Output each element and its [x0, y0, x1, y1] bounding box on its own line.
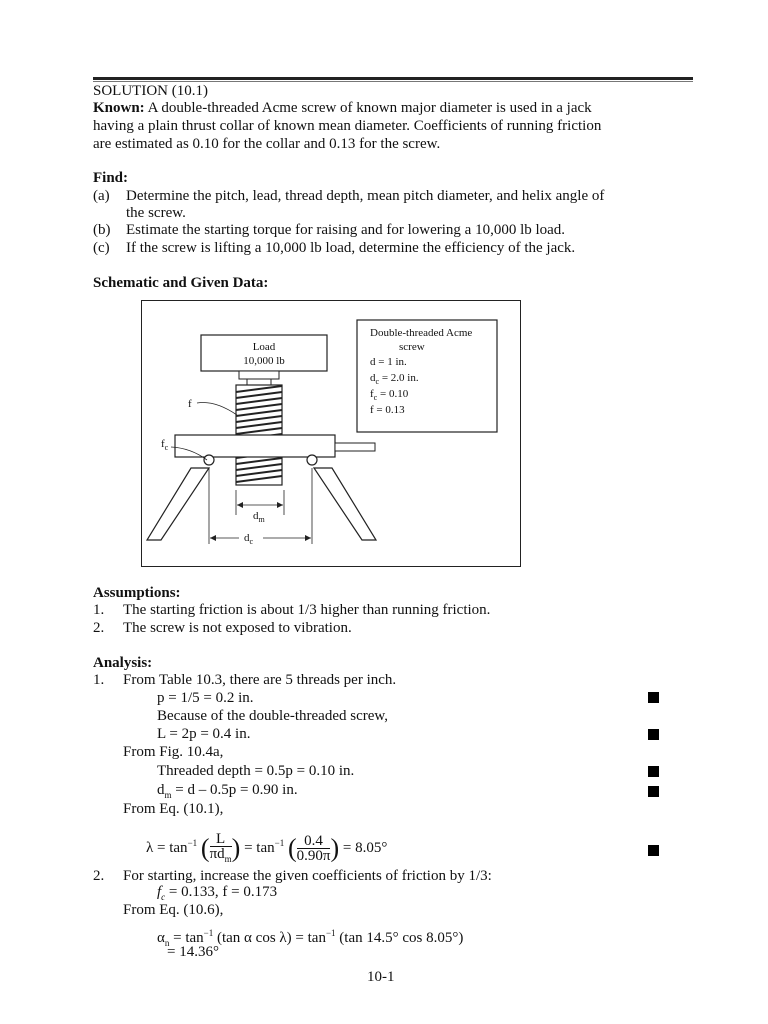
- given-fc-sub: c: [373, 393, 378, 402]
- dm-rest: = d – 0.5p = 0.90 in.: [171, 782, 298, 798]
- numeric-fraction: [297, 834, 331, 863]
- find-a-text-1: Determine the pitch, lead, thread depth, mean pitch diameter, and helix angle of: [126, 188, 605, 204]
- left-leg: [147, 468, 209, 540]
- frac1-num: L: [210, 832, 232, 847]
- given-f: f = 0.13: [370, 404, 405, 416]
- right-pivot: [307, 455, 317, 465]
- f-leader: [197, 403, 237, 416]
- load-label: Load: [252, 341, 276, 353]
- label-fc-sub: c: [164, 443, 169, 452]
- label-fc-sym: f: [161, 438, 165, 450]
- alpha-rest-1: = tan: [169, 930, 204, 946]
- handle-bar: [335, 443, 375, 451]
- given-fc-sym: f: [370, 388, 374, 400]
- right-leg: [314, 468, 376, 540]
- lambda-equation: $\lambda = \tan^{-1}$ ( $\frac{L}{\pi d_m}$ ) = $\tan^{-1}$ ( $\frac{0.4}{0.90\pi}$ ) = 8.05°: [146, 830, 388, 865]
- pitch-equation: p = 1/5 = 0.2 in.: [157, 690, 254, 706]
- collar-plate: [175, 435, 335, 457]
- result-marker: [648, 729, 659, 740]
- result-marker: [648, 692, 659, 703]
- label-dc-sub: c: [249, 537, 254, 546]
- known-line-3: are estimated as 0.10 for the collar and 0.13 for the screw.: [93, 136, 441, 152]
- label-dm-sym: d: [253, 510, 259, 522]
- given-fc-val: = 0.10: [377, 388, 409, 400]
- header-rule: [93, 77, 693, 80]
- assumption-1-number: 1.: [93, 602, 105, 618]
- fig-reference: From Fig. 10.4a,: [123, 744, 224, 760]
- result-marker: [648, 786, 659, 797]
- lead-over-pi-dm: [210, 832, 232, 866]
- alpha-rest-2: (tan α cos λ) = tan: [213, 930, 326, 946]
- given-d: d = 1 in.: [370, 356, 407, 368]
- screw-neck: [247, 379, 271, 385]
- inverse-exponent: −1: [187, 838, 198, 848]
- fc-rest: = 0.133, f = 0.173: [165, 884, 278, 900]
- assumptions-label: Assumptions:: [93, 585, 181, 601]
- alpha-exp-2: −1: [325, 928, 336, 938]
- alpha-sym: α: [157, 930, 165, 946]
- result-marker: [648, 845, 659, 856]
- load-value: 10,000 lb: [243, 355, 285, 367]
- assumption-1: The starting friction is about 1/3 higher than running friction.: [123, 602, 491, 618]
- fc-sym: f: [157, 884, 162, 900]
- find-c-tag: (c): [93, 240, 110, 256]
- eq-10-6-reference: From Eq. (10.6),: [123, 902, 224, 918]
- known-line-1: [93, 100, 592, 116]
- find-a-text-2: the screw.: [126, 205, 186, 221]
- given-dc-sub: c: [375, 377, 380, 386]
- frac1-den-sub: m: [224, 853, 232, 864]
- known-label: Known:: [93, 100, 145, 116]
- find-a-tag: (a): [93, 188, 110, 204]
- screw-jack-schematic: [141, 300, 521, 567]
- analysis-1-number: 1.: [93, 672, 105, 688]
- given-title-1: Double-threaded Acme: [370, 327, 473, 339]
- lambda-lhs: λ = tan: [146, 840, 188, 856]
- frac2-num: 0.4: [297, 834, 331, 849]
- dm-sym: d: [157, 782, 165, 798]
- given-dc-sym: d: [370, 372, 376, 384]
- dm-sub: m: [164, 790, 172, 800]
- alpha-rest-3: (tan 14.5° cos 8.05°): [335, 930, 464, 946]
- label-fc: [161, 438, 169, 452]
- dm-equation: [157, 782, 298, 803]
- depth-equation: Threaded depth = 0.5p = 0.10 in.: [157, 763, 355, 779]
- alpha-exp-1: −1: [203, 928, 214, 938]
- label-dc: [244, 532, 254, 546]
- analysis-2-number: 2.: [93, 868, 105, 884]
- eq-mid: = tan: [240, 840, 275, 856]
- result-marker: [648, 766, 659, 777]
- frac1-den: πd: [209, 845, 225, 862]
- assumption-2-number: 2.: [93, 620, 105, 636]
- alpha-sub: n: [164, 938, 170, 948]
- eq-10-1-reference: From Eq. (10.1),: [123, 801, 224, 817]
- frac2-den: 0.90π: [296, 848, 331, 865]
- alpha-n-result: = 14.36°: [167, 944, 219, 960]
- lambda-result: = 8.05°: [339, 840, 388, 856]
- label-dm: [253, 510, 266, 524]
- screw-head: [239, 371, 279, 379]
- inverse-exponent-2: −1: [274, 838, 285, 848]
- find-label: Find:: [93, 170, 129, 186]
- known-text-1: A double-threaded Acme screw of known major diameter is used in a jack: [147, 100, 592, 116]
- assumption-2: The screw is not exposed to vibration.: [123, 620, 352, 636]
- solution-title: SOLUTION (10.1): [93, 83, 208, 99]
- given-title-2: screw: [399, 341, 425, 353]
- known-line-2: having a plain thrust collar of known mean diameter. Coefficients of running friction: [93, 118, 602, 134]
- double-thread-note: Because of the double-threaded screw,: [157, 708, 389, 724]
- analysis-2-intro: For starting, increase the given coefficients of friction by 1/3:: [123, 868, 492, 884]
- find-b-text: Estimate the starting torque for raising and for lowering a 10,000 lb load.: [126, 222, 566, 238]
- lead-equation: L = 2p = 0.4 in.: [157, 726, 251, 742]
- label-dm-sub: m: [258, 515, 265, 524]
- given-dc-val: = 2.0 in.: [379, 372, 419, 384]
- label-dc-sym: d: [244, 532, 250, 544]
- find-b-tag: (b): [93, 222, 111, 238]
- analysis-1-intro: From Table 10.3, there are 5 threads per inch.: [123, 672, 397, 688]
- label-f: f: [188, 398, 192, 410]
- analysis-label: Analysis:: [93, 655, 153, 671]
- fc-sub: c: [161, 892, 166, 902]
- page-number: 10-1: [367, 969, 395, 985]
- find-c-text: If the screw is lifting a 10,000 lb load, determine the efficiency of the jack.: [126, 240, 576, 256]
- header-rule-thin: [93, 81, 693, 82]
- schematic-label: Schematic and Given Data:: [93, 275, 269, 291]
- left-pivot: [204, 455, 214, 465]
